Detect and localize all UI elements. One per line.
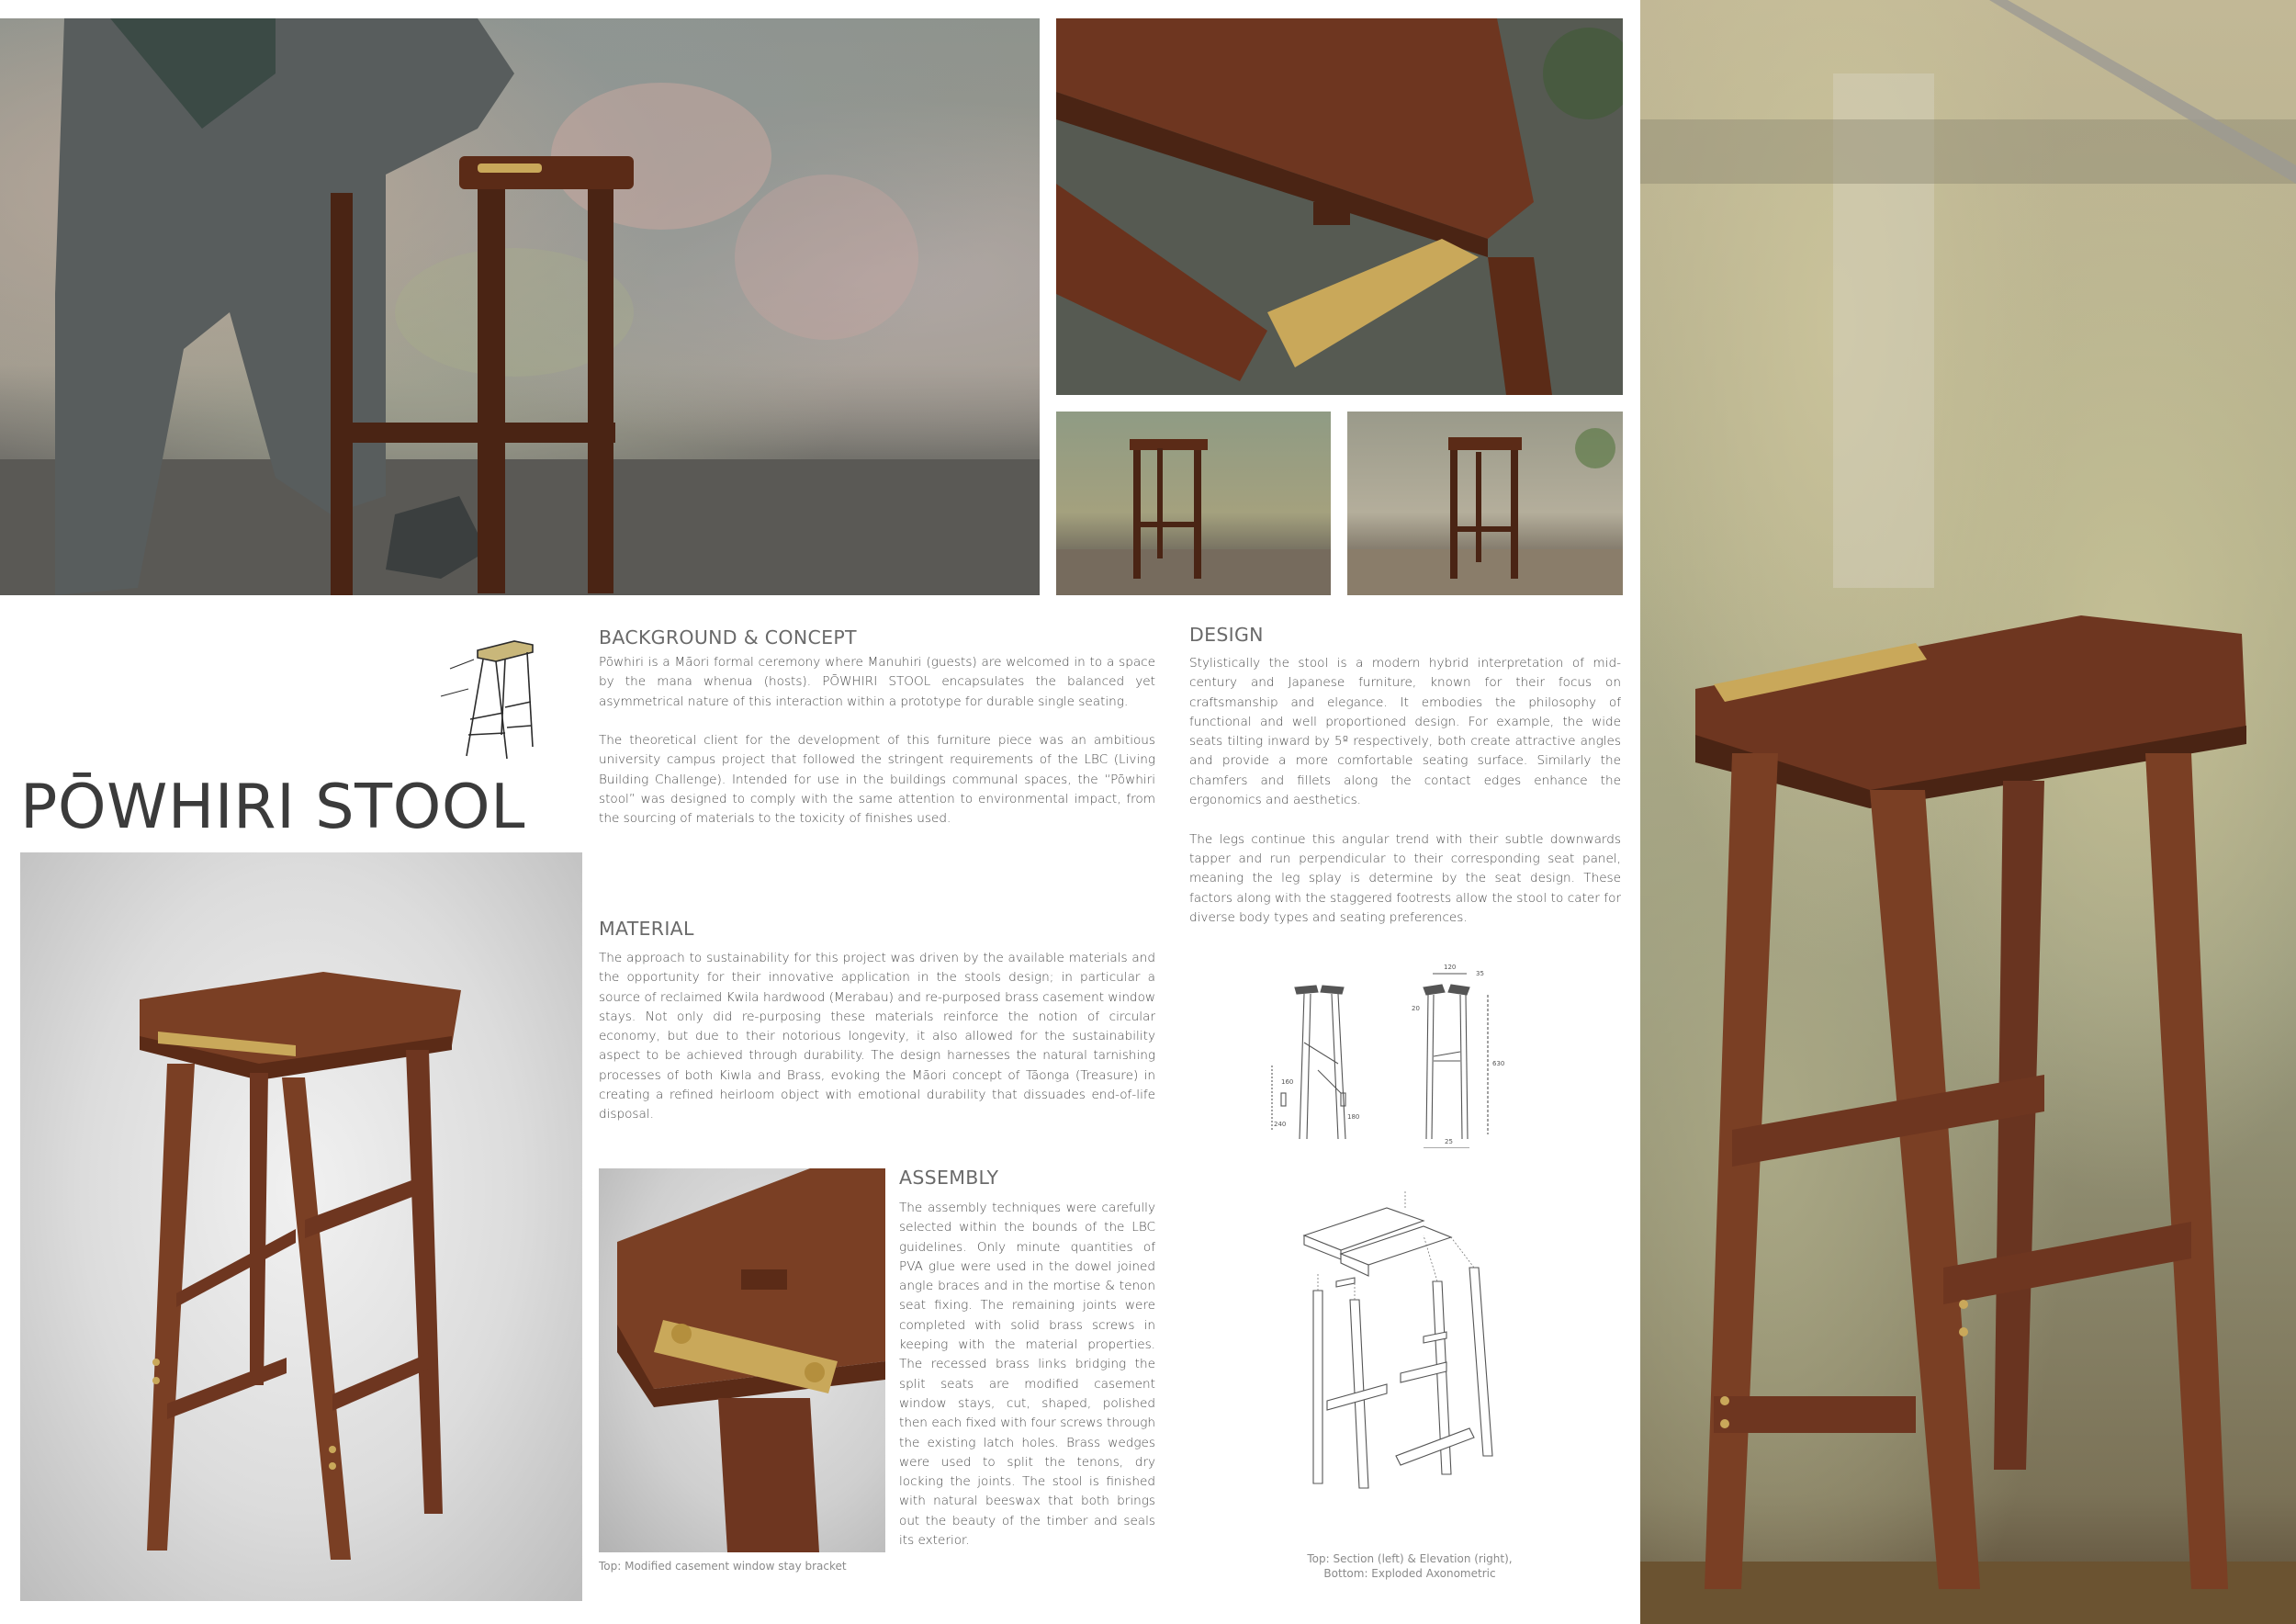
stool-thumbnail-a — [1056, 412, 1331, 595]
dim-label-7: 180 — [1347, 1113, 1360, 1121]
dim-label-2: 35 — [1476, 970, 1484, 977]
assembly-body — [899, 1199, 1155, 1551]
design-paragraph-2: The legs continue this angular trend with their subtle downwards tapper and run perpendicular to their corresponding seat panel, meaning the leg splay is determine by the seat design. These factors along with the staggered footrests allow the stool to cater for diverse body types and seating preferences. — [1189, 831, 1621, 925]
photo-stool-angle-a — [1056, 412, 1331, 595]
brass-bracket-illustration — [599, 1168, 885, 1552]
design-paragraph-1: Stylistically the stool is a modern hybrid interpretation of mid-century and Japanese furniture, known for their focus on craftsmanship and elegance. It embodies the philosophy of functional and well proportioned design. For example, the wide seats tilting inward by 5º respectively, both create attractive angles and provide a more comfortable seating surface. Similarly the chamfers and fillets along the contact edges enhance the ergonomics and aesthetics. — [1189, 656, 1621, 808]
background-heading: BACKGROUND & CONCEPT — [599, 626, 857, 648]
page-title: PŌWHIRI STOOL — [20, 771, 525, 842]
drawing-caption — [1267, 1551, 1552, 1581]
assembly-paragraph-1: The assembly techniques were carefully selected within the bounds of the LBC guidelines. Only minute quantities of PVA glue were used in the dowel joined angle braces and in the mortise & tenon seat fixing. The remaining joints were completed with solid brass screws in keeping with the material properties. The recessed brass links bridging the split seats are modified casement window stays, cut, shaped, polished then each fixed with four screws through the existing latch holes. Brass wedges were used to split the tenons, dry locking the joints. The stool is finished with natural beeswax that both brings out the beauty of the timber and seals its exterior. — [899, 1201, 1155, 1549]
design-body — [1189, 654, 1621, 928]
material-body — [599, 949, 1155, 1125]
hero-photo-seated — [0, 18, 1040, 595]
dim-label-1: 120 — [1444, 964, 1457, 971]
material-heading: MATERIAL — [599, 918, 694, 940]
photo-brass-bracket — [599, 1168, 885, 1552]
tall-stool-illustration — [1640, 0, 2296, 1624]
photo-stool-studio — [20, 852, 582, 1601]
dim-label-8: 240 — [1274, 1121, 1287, 1128]
drawing-caption-line-1: Top: Section (left) & Elevation (right), — [1307, 1552, 1513, 1565]
dim-label-3: 20 — [1412, 1005, 1420, 1012]
seated-person-illustration — [0, 18, 1040, 595]
dim-label-5: 160 — [1281, 1078, 1294, 1086]
drawing-caption-line-2: Bottom: Exploded Axonometric — [1323, 1567, 1496, 1580]
material-paragraph-1: The approach to sustainability for this project was driven by the available materials and the opportunity for their innovative application in the stools design; in particular a source of reclaimed Kwila hardwood (Merabau) and re-purposed brass casement window stays. Not only did re-purposing these materials reinforce the notion of circular economy, but due to their notorious longevity, it also allowed for the sustainability aspect to be achieved through durability. The design harnesses the natural tarnishing processes of both Kiwla and Brass, evoking the Māori concept of Tāonga (Treasure) in creating a refined heirloom object with emotional durability that dissuades end-of-life disposal. — [599, 951, 1155, 1122]
dim-label-6: 25 — [1445, 1138, 1453, 1145]
seat-closeup-illustration — [1056, 18, 1623, 395]
studio-stool-illustration — [20, 852, 582, 1601]
stool-thumbnail-b — [1347, 412, 1623, 595]
photo-stool-hero-tall — [1640, 0, 2296, 1624]
section-drawing-icon — [1263, 955, 1538, 1148]
photo-seat-detail — [1056, 18, 1623, 395]
background-body — [599, 653, 1155, 829]
bracket-caption: Top: Modified casement window stay bracket — [599, 1560, 847, 1573]
assembly-heading: ASSEMBLY — [899, 1167, 999, 1189]
background-paragraph-2: The theoretical client for the development of this furniture piece was an ambitious university campus project that followed the stringent requirements of the LBC (Living Building Challenge). Intended for use in the buildings communal spaces, the “Pōwhiri stool” was designed to comply with the same attention to environmental impact, from the sourcing of materials to the toxicity of finishes used. — [599, 733, 1155, 827]
design-heading: DESIGN — [1189, 624, 1264, 646]
photo-stool-angle-b — [1347, 412, 1623, 595]
background-paragraph-1: Pōwhiri is a Māori formal ceremony where Manuhiri (guests) are welcomed in to a space by the mana whenua (hosts). PŌWHIRI STOOL encapsulates the balanced yet asymmetrical nature of this interaction within a prototype for durable single seating. — [599, 655, 1155, 709]
dim-label-4: 630 — [1492, 1060, 1505, 1067]
exploded-axonometric-icon — [1286, 1180, 1534, 1511]
stool-sketch-icon — [432, 632, 560, 762]
